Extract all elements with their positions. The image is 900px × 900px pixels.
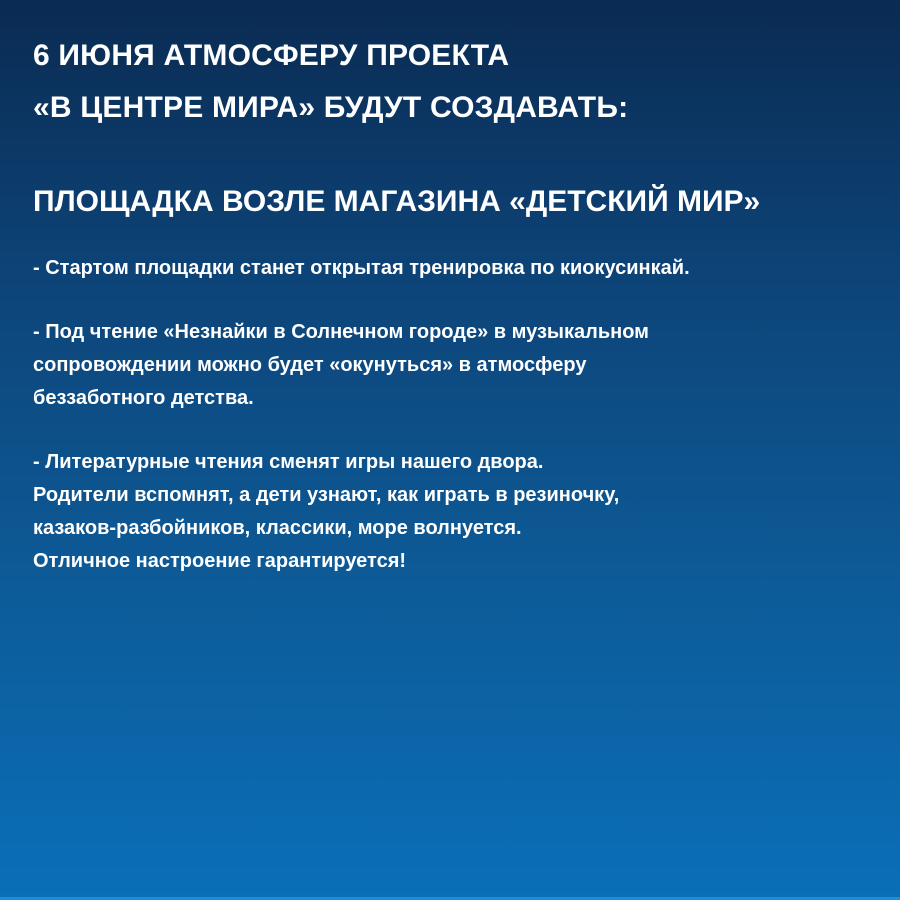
venue-heading: ПЛОЩАДКА ВОЗЛЕ МАГАЗИНА «ДЕТСКИЙ МИР» [33, 185, 761, 218]
paragraph-line: беззаботного детства. [33, 387, 254, 409]
event-description [33, 252, 873, 578]
paragraph-line: Отличное настроение гарантируется! [33, 550, 407, 572]
paragraph-line: Родители вспомнят, а дети узнают, как играть в резиночку, [33, 484, 620, 506]
paragraph-line: - Стартом площадки станет открытая тренировка по киокусинкай. [33, 257, 690, 279]
heading-line: «В ЦЕНТРЕ МИРА» БУДУТ СОЗДАВАТЬ: [33, 91, 629, 124]
heading-line: 6 ИЮНЯ АТМОСФЕРУ ПРОЕКТА [33, 39, 510, 72]
main-heading [33, 30, 873, 134]
paragraph-training [33, 252, 873, 285]
paragraph-reading [33, 316, 873, 415]
paragraph-line: сопровождении можно будет «окунуться» в атмосферу [33, 354, 587, 376]
paragraph-games [33, 446, 873, 578]
poster-content [33, 30, 873, 609]
paragraph-line: - Под чтение «Незнайки в Солнечном городе» в музыкальном [33, 321, 649, 343]
paragraph-line: - Литературные чтения сменят игры нашего двора. [33, 451, 544, 473]
paragraph-line: казаков-разбойников, классики, море волнуется. [33, 517, 522, 539]
